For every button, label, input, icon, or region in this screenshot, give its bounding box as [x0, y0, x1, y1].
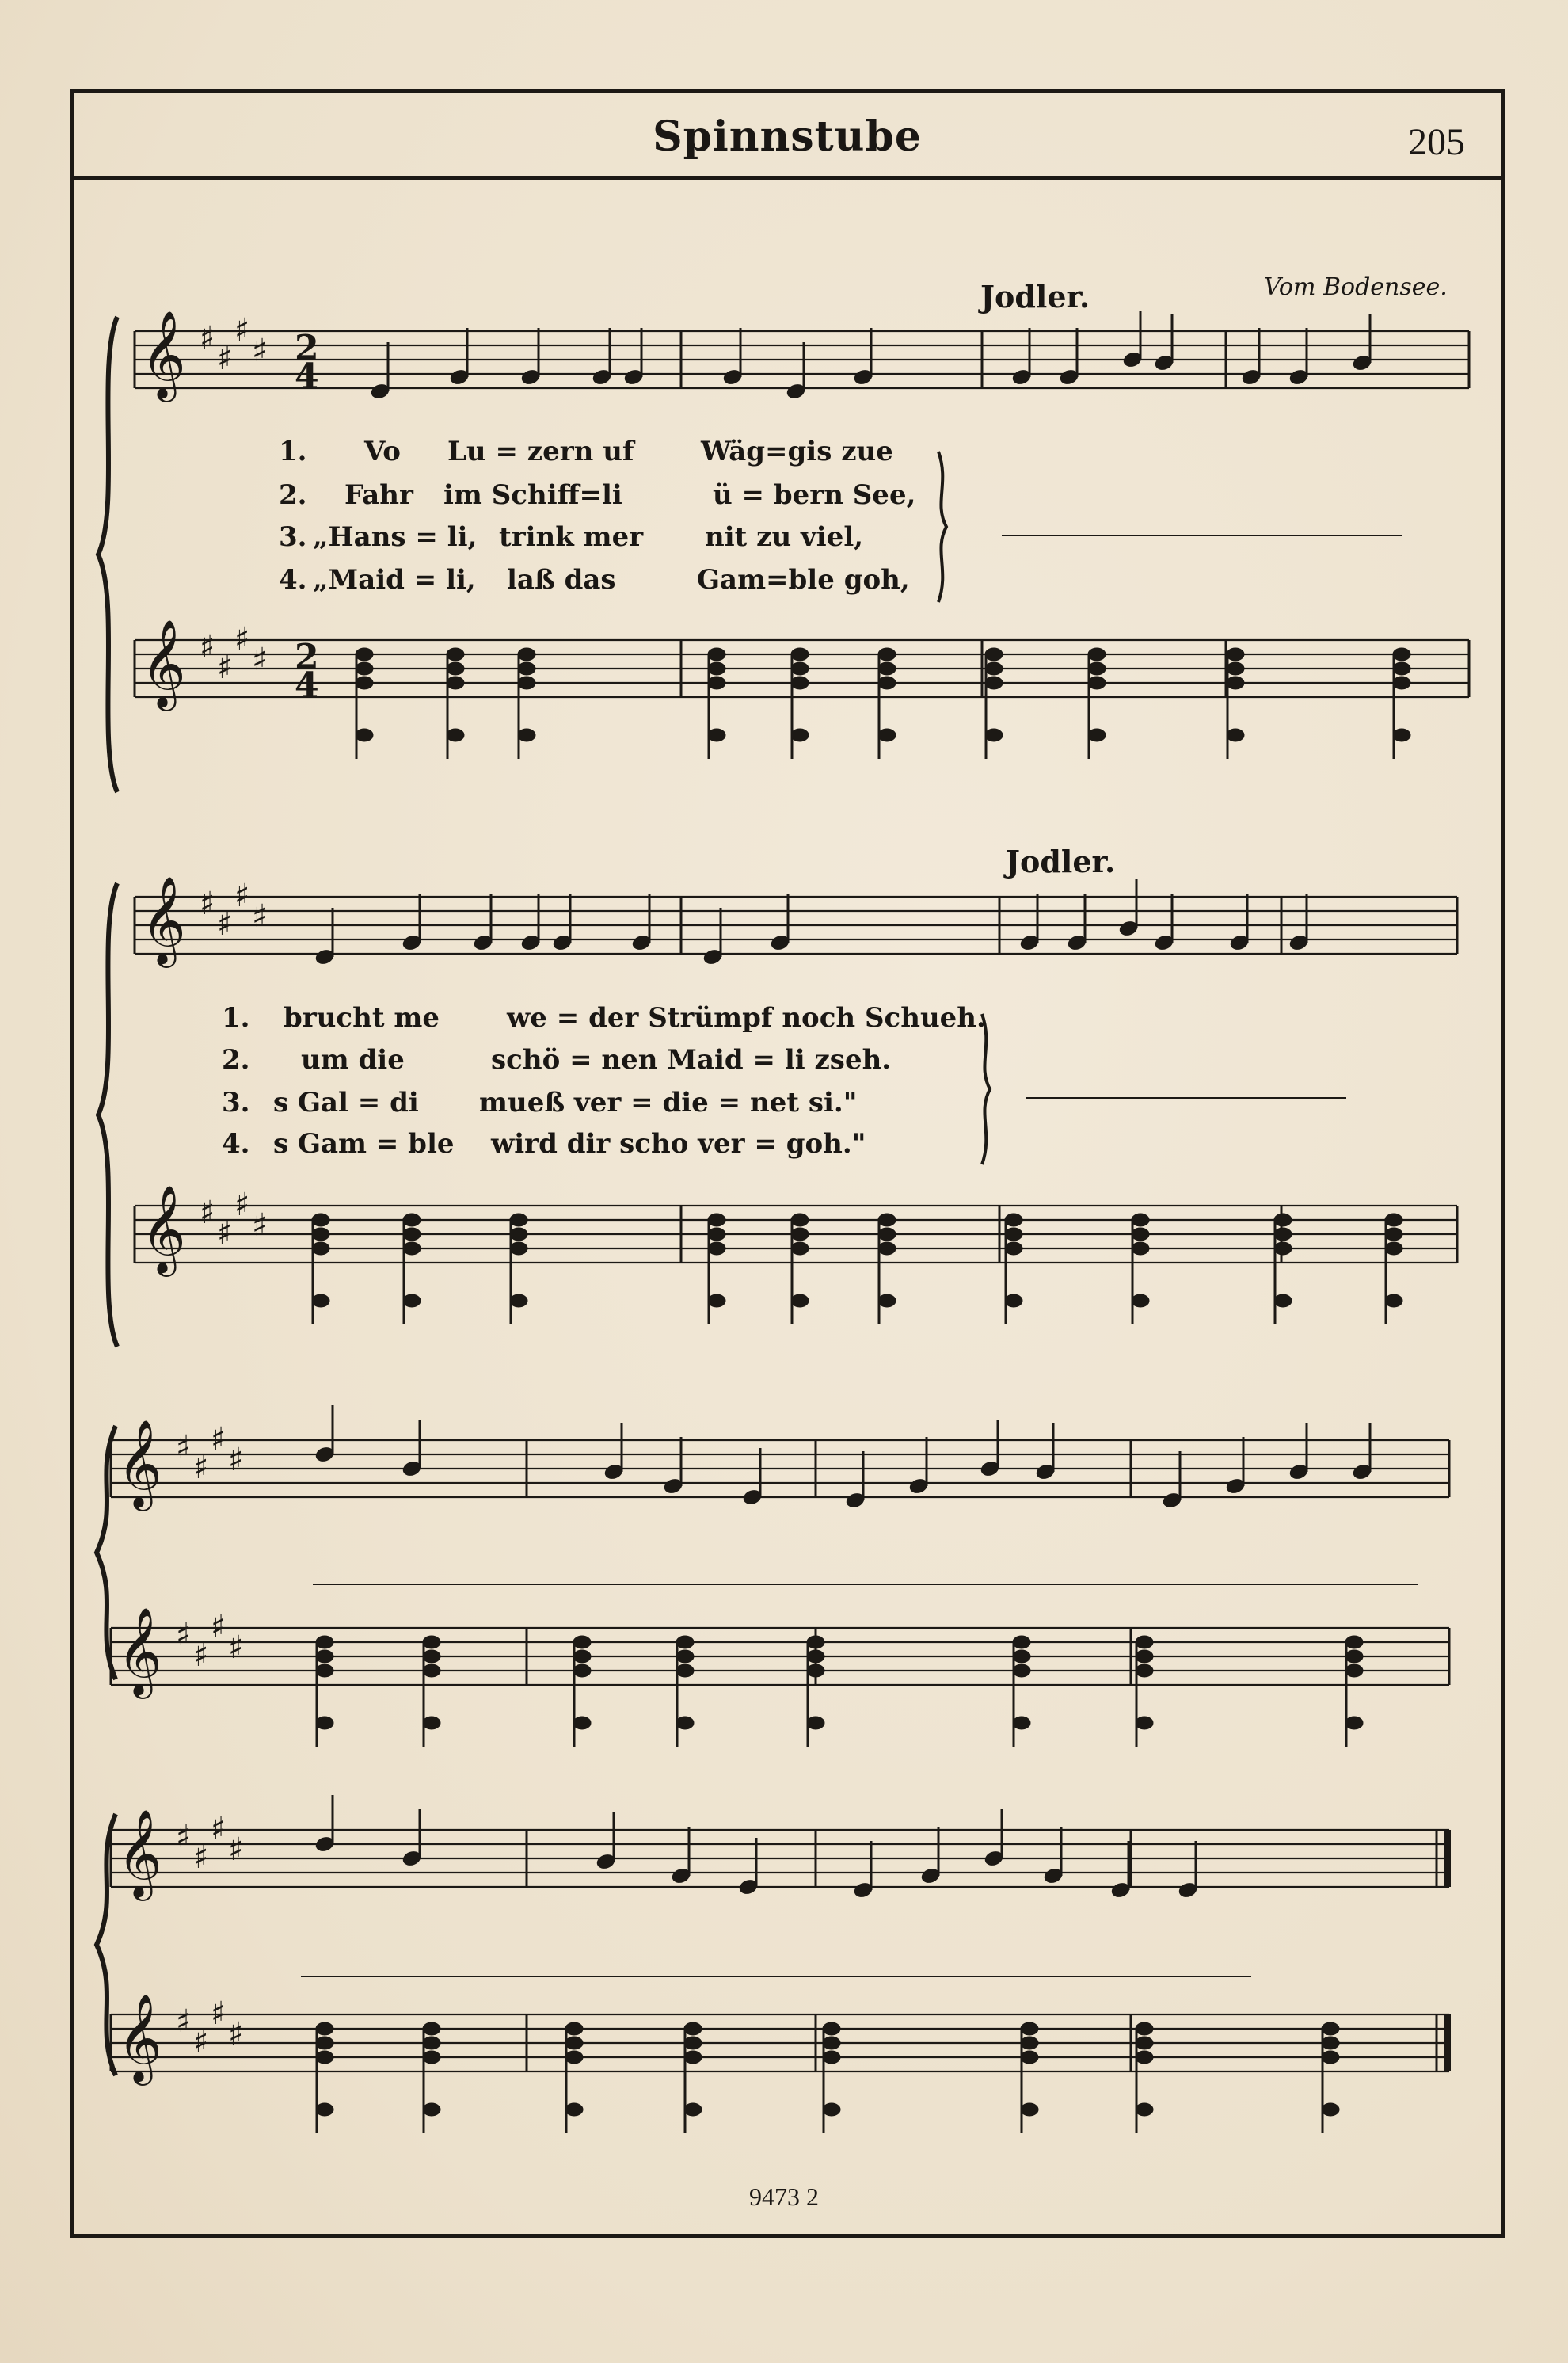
chord-note: [676, 1650, 694, 1663]
bass-note: [878, 729, 896, 741]
verse-brace: [982, 1014, 990, 1164]
sharp-sign: ♯: [211, 1420, 226, 1458]
chord-note: [1136, 1664, 1153, 1677]
chord-note: [573, 1636, 591, 1648]
sharp-sign: ♯: [176, 1818, 192, 1855]
chord-note: [356, 648, 373, 661]
chord-note: [1013, 1636, 1030, 1648]
song-origin: Vom Bodensee.: [1264, 273, 1448, 301]
lyric: Gam=ble goh,: [697, 564, 910, 596]
bass-note: [1227, 729, 1244, 741]
bass-note: [565, 2103, 583, 2116]
jodler-marking-2: Jodler.: [1006, 844, 1116, 879]
verse-brace: [938, 452, 946, 602]
bass-note: [1013, 1717, 1030, 1729]
bass-note: [684, 2103, 702, 2116]
sharp-sign: ♯: [217, 905, 233, 943]
chord-note: [878, 1242, 896, 1255]
chord-note: [878, 1214, 896, 1226]
lyric: Vo: [364, 436, 401, 467]
chord-note: [823, 2022, 840, 2035]
chord-note: [1132, 1242, 1149, 1255]
chord-note: [403, 1242, 421, 1255]
lyric: schö = nen Maid = li zseh.: [491, 1044, 892, 1076]
chord-note: [878, 662, 896, 675]
sharp-sign: ♯: [252, 641, 268, 678]
lyric: s Gam = ble: [273, 1128, 455, 1160]
chord-note: [316, 2037, 333, 2049]
sharp-sign: ♯: [217, 649, 233, 686]
bass-note: [708, 1294, 725, 1307]
chord-note: [316, 2022, 333, 2035]
verse-number: 1.: [222, 1002, 250, 1034]
treble-clef: 𝄞: [117, 1808, 162, 1897]
chord-note: [510, 1242, 527, 1255]
bass-note: [708, 729, 725, 741]
chord-note: [312, 1214, 329, 1226]
bass-note: [1005, 1294, 1022, 1307]
chord-note: [1136, 2051, 1153, 2064]
verse-number: 2.: [222, 1044, 250, 1076]
lyric: mueß ver = die = net si.": [479, 1087, 858, 1119]
chord-note: [1136, 1636, 1153, 1648]
lyric: „Maid = li,: [313, 564, 476, 596]
chord-note: [1274, 1242, 1292, 1255]
bass-note: [676, 1717, 694, 1729]
chord-note: [807, 1650, 824, 1663]
chord-note: [1021, 2037, 1038, 2049]
chord-note: [510, 1214, 527, 1226]
sharp-sign: ♯: [176, 1616, 192, 1653]
lyric: we = der Strümpf noch Schueh.: [507, 1002, 986, 1034]
chord-note: [316, 2051, 333, 2064]
sharp-sign: ♯: [234, 620, 250, 657]
bass-note: [823, 2103, 840, 2116]
bass-note: [573, 1717, 591, 1729]
chord-note: [985, 648, 1003, 661]
chord-note: [423, 2051, 440, 2064]
sharp-sign: ♯: [193, 1839, 209, 1876]
sharp-sign: ♯: [228, 1441, 244, 1478]
time-signature: 4: [295, 356, 319, 397]
chord-note: [684, 2051, 702, 2064]
bass-note: [1021, 2103, 1038, 2116]
chord-note: [708, 1242, 725, 1255]
chord-note: [684, 2022, 702, 2035]
chord-note: [1013, 1664, 1030, 1677]
chord-note: [1132, 1228, 1149, 1241]
chord-note: [423, 2022, 440, 2035]
chord-note: [1393, 677, 1410, 689]
sharp-sign: ♯: [211, 1608, 226, 1645]
sharp-sign: ♯: [228, 2015, 244, 2052]
misc-marks: [301, 452, 1418, 1976]
lyric: Fahr: [344, 479, 413, 511]
bass-note: [985, 729, 1003, 741]
chord-note: [447, 662, 464, 675]
treble-clef: 𝄞: [117, 1606, 162, 1695]
chord-note: [791, 648, 809, 661]
chord-note: [708, 677, 725, 689]
treble-clef: 𝄞: [141, 875, 186, 964]
sharp-sign: ♯: [211, 1810, 226, 1847]
chord-note: [1393, 648, 1410, 661]
verse-number: 3.: [279, 521, 307, 553]
lyric: ü = bern See,: [713, 479, 916, 511]
bass-note: [1322, 2103, 1339, 2116]
chord-note: [878, 677, 896, 689]
bass-note: [1393, 729, 1410, 741]
sharp-sign: ♯: [211, 1995, 226, 2032]
verse-number: 2.: [279, 479, 307, 511]
chord-note: [708, 1214, 725, 1226]
chord-note: [791, 662, 809, 675]
lyric: brucht me: [284, 1002, 440, 1034]
bass-note: [1088, 729, 1106, 741]
bass-note: [1132, 1294, 1149, 1307]
sharp-sign: ♯: [217, 340, 233, 377]
chord-note: [1088, 662, 1106, 675]
chord-note: [403, 1214, 421, 1226]
page-number: 205: [1408, 121, 1465, 163]
sharp-sign: ♯: [252, 898, 268, 935]
clefs-keys: [117, 310, 319, 2086]
bass-note: [316, 2103, 333, 2116]
sharp-sign: ♯: [252, 332, 268, 369]
chord-note: [807, 1664, 824, 1677]
chord-note: [708, 648, 725, 661]
sharp-sign: ♯: [176, 1428, 192, 1465]
chord-note: [1322, 2022, 1339, 2035]
sharp-sign: ♯: [200, 628, 215, 665]
sharp-sign: ♯: [228, 1831, 244, 1868]
bass-note: [1136, 2103, 1153, 2116]
sharp-sign: ♯: [234, 311, 250, 349]
page-title: Spinnstube: [653, 112, 922, 161]
bass-note: [312, 1294, 329, 1307]
chord-note: [423, 1650, 440, 1663]
chord-note: [791, 1228, 809, 1241]
chord-note: [312, 1242, 329, 1255]
treble-clef: 𝄞: [141, 310, 186, 398]
sharp-sign: ♯: [228, 1629, 244, 1666]
chord-note: [1136, 1650, 1153, 1663]
bass-note: [403, 1294, 421, 1307]
plate-number: 9473 2: [749, 2182, 819, 2211]
sharp-sign: ♯: [193, 1449, 209, 1486]
final-barline: [1444, 2014, 1451, 2071]
chord-note: [1136, 2037, 1153, 2049]
bass-note: [878, 1294, 896, 1307]
bass-note: [423, 1717, 440, 1729]
time-signature: 2: [295, 637, 319, 677]
system-braces: [97, 317, 117, 2075]
chord-note: [1136, 2022, 1153, 2035]
chord-note: [878, 1228, 896, 1241]
chord-note: [676, 1636, 694, 1648]
chord-note: [1227, 662, 1244, 675]
chord-note: [403, 1228, 421, 1241]
chord-note: [684, 2037, 702, 2049]
chord-note: [447, 648, 464, 661]
bass-note: [791, 729, 809, 741]
chord-note: [791, 1214, 809, 1226]
chord-note: [823, 2051, 840, 2064]
chord-note: [1345, 1636, 1363, 1648]
chord-note: [423, 1664, 440, 1677]
chord-note: [312, 1228, 329, 1241]
treble-clef: 𝄞: [141, 619, 186, 707]
bass-note: [316, 1717, 333, 1729]
chord-note: [791, 1242, 809, 1255]
chord-note: [573, 1664, 591, 1677]
sharp-sign: ♯: [200, 885, 215, 922]
chord-note: [316, 1650, 333, 1663]
lyric: wird dir scho ver = goh.": [491, 1128, 866, 1160]
chord-note: [518, 677, 535, 689]
chord-note: [518, 662, 535, 675]
chord-note: [1274, 1228, 1292, 1241]
chord-note: [1322, 2051, 1339, 2064]
system-brace: [98, 883, 117, 1347]
verse-number: 3.: [222, 1087, 250, 1119]
bass-note: [1345, 1717, 1363, 1729]
lyric: s Gal = di: [273, 1087, 419, 1119]
sharp-sign: ♯: [193, 2023, 209, 2060]
time-signature: 2: [295, 328, 319, 368]
sharp-sign: ♯: [200, 1194, 215, 1231]
final-barline: [1444, 1830, 1451, 1887]
bass-note: [447, 729, 464, 741]
chord-note: [1088, 677, 1106, 689]
lyric: trink mer: [499, 521, 644, 553]
bass-note: [1136, 1717, 1153, 1729]
chord-note: [447, 677, 464, 689]
chord-note: [423, 2037, 440, 2049]
chord-note: [573, 1650, 591, 1663]
lyric: im Schiff=li: [443, 479, 622, 511]
staves: [111, 331, 1469, 2071]
sharp-sign: ♯: [252, 1206, 268, 1244]
bass-note: [791, 1294, 809, 1307]
lyric: um die: [301, 1044, 405, 1076]
chord-note: [1132, 1214, 1149, 1226]
chord-note: [565, 2022, 583, 2035]
chord-note: [1322, 2037, 1339, 2049]
verse-number: 1.: [279, 436, 307, 467]
chord-note: [1013, 1650, 1030, 1663]
chord-note: [1385, 1214, 1402, 1226]
chord-note: [1005, 1228, 1022, 1241]
chord-note: [1021, 2051, 1038, 2064]
chord-note: [1227, 677, 1244, 689]
chord-note: [510, 1228, 527, 1241]
system-brace: [97, 1814, 116, 2075]
chord-note: [423, 1636, 440, 1648]
time-signature: 4: [295, 665, 319, 706]
chord-note: [1393, 662, 1410, 675]
bass-note: [510, 1294, 527, 1307]
chord-note: [791, 677, 809, 689]
lyric: Wäg=gis zue: [701, 436, 893, 467]
verse-number: 4.: [222, 1128, 250, 1160]
lyric: nit zu viel,: [705, 521, 864, 553]
bass-note: [518, 729, 535, 741]
chord-note: [356, 662, 373, 675]
chord-note: [878, 648, 896, 661]
lyric: laß das: [507, 564, 616, 596]
system-brace: [98, 317, 117, 792]
chord-note: [1021, 2022, 1038, 2035]
chord-note: [1088, 648, 1106, 661]
bass-note: [807, 1717, 824, 1729]
chord-note: [1345, 1664, 1363, 1677]
sharp-sign: ♯: [200, 319, 215, 356]
treble-clef: 𝄞: [117, 1993, 162, 2082]
treble-clef: 𝄞: [141, 1184, 186, 1273]
bass-note: [356, 729, 373, 741]
chord-note: [1227, 648, 1244, 661]
bass-note: [423, 2103, 440, 2116]
chord-note: [1005, 1214, 1022, 1226]
treble-clef: 𝄞: [117, 1419, 162, 1507]
chord-note: [1385, 1242, 1402, 1255]
chord-note: [1274, 1214, 1292, 1226]
sharp-sign: ♯: [234, 877, 250, 914]
chord-note: [708, 662, 725, 675]
chord-note: [1345, 1650, 1363, 1663]
bass-note: [1274, 1294, 1292, 1307]
chord-note: [1385, 1228, 1402, 1241]
notes: [312, 311, 1410, 2133]
sharp-sign: ♯: [193, 1637, 209, 1674]
chord-note: [356, 677, 373, 689]
chord-note: [823, 2037, 840, 2049]
chord-note: [565, 2037, 583, 2049]
verse-number: 4.: [279, 564, 307, 596]
chord-note: [1005, 1242, 1022, 1255]
sharp-sign: ♯: [234, 1186, 250, 1223]
chord-note: [708, 1228, 725, 1241]
chord-note: [985, 662, 1003, 675]
jodler-marking-1: Jodler.: [980, 279, 1090, 314]
bass-note: [1385, 1294, 1402, 1307]
lyric: Lu = zern uf: [447, 436, 634, 467]
chord-note: [316, 1636, 333, 1648]
chord-note: [985, 677, 1003, 689]
chord-note: [518, 648, 535, 661]
chord-note: [807, 1636, 824, 1648]
chord-note: [565, 2051, 583, 2064]
chord-note: [316, 1664, 333, 1677]
sharp-sign: ♯: [176, 2003, 192, 2040]
sharp-sign: ♯: [217, 1214, 233, 1252]
chord-note: [676, 1664, 694, 1677]
lyric: „Hans = li,: [313, 521, 478, 553]
